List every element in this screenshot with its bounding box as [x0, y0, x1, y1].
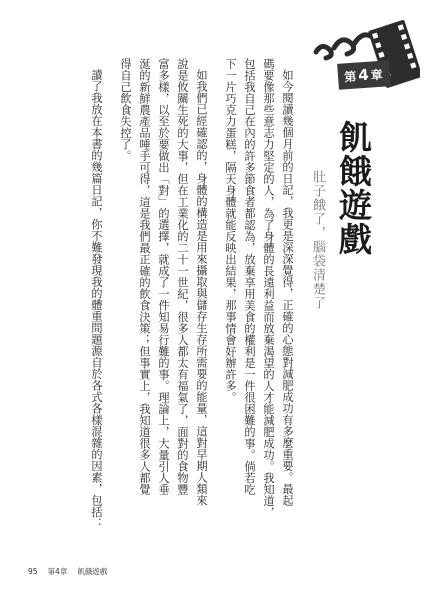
chapter-title: 飢餓遊戲 [334, 120, 373, 256]
body-line: 碼要像那些意志力堅定的人，為了身體的長遠利益而放棄渴望的人才能減肥成功。我知道， [262, 58, 275, 518]
body-line: 如今閱讀幾個月前的日記，我更是深深覺得，正確的心態對減肥成功有多麼重要。最起 [281, 69, 294, 507]
body-line: 說是攸關生死的大事，但在工業化的二十一世紀，很多人都太有福氣了，面對的食物豐 [176, 58, 189, 495]
body-line: 富多樣，以至於要做出「對」的選擇，就成了一件知易行難的事。理論上，大量引人垂 [157, 58, 170, 495]
body-line: 涎的新鮮農產品唾手可得，這是我們最正確的飲食決策；但事實上，我知道很多人都覺 [138, 58, 151, 495]
paragraph-gap [106, 58, 116, 508]
page-footer [28, 566, 107, 577]
footer-chapter-label: 第4章 [47, 567, 68, 576]
body-line: 如我們已經確認的，身體的構造是用來攝取與儲存生存所需要的能量，這對早期人類來 [195, 69, 208, 507]
body-line: 包括我自己在內的許多節食者都認為，放棄享用美食的權利是一件很困難的事。倘若吃 [243, 58, 256, 495]
body-line: 下一片巧克力蛋糕，隔天身體就能反映出結果，那事情會好辦許多。 [224, 58, 237, 403]
chapter-suffix: 章 [370, 67, 385, 83]
chapter-number: 4 [357, 65, 371, 85]
page-number: 95 [28, 567, 38, 576]
body-line: 得自己飲食失控了。 [119, 58, 132, 162]
chapter-subtitle: 肚子餓了，腦袋清楚了 [310, 170, 325, 310]
body-text [87, 58, 297, 530]
paragraph-gap [211, 58, 221, 508]
body-line: 讀了我放在本書的幾篇日記，你不難發現我的體重問題源自於各式各樣混雜的因素，包括： [90, 69, 103, 530]
chapter-badge [337, 60, 391, 90]
footer-chapter-title: 飢餓遊戲 [77, 567, 108, 576]
chapter-prefix: 第 [343, 68, 358, 84]
